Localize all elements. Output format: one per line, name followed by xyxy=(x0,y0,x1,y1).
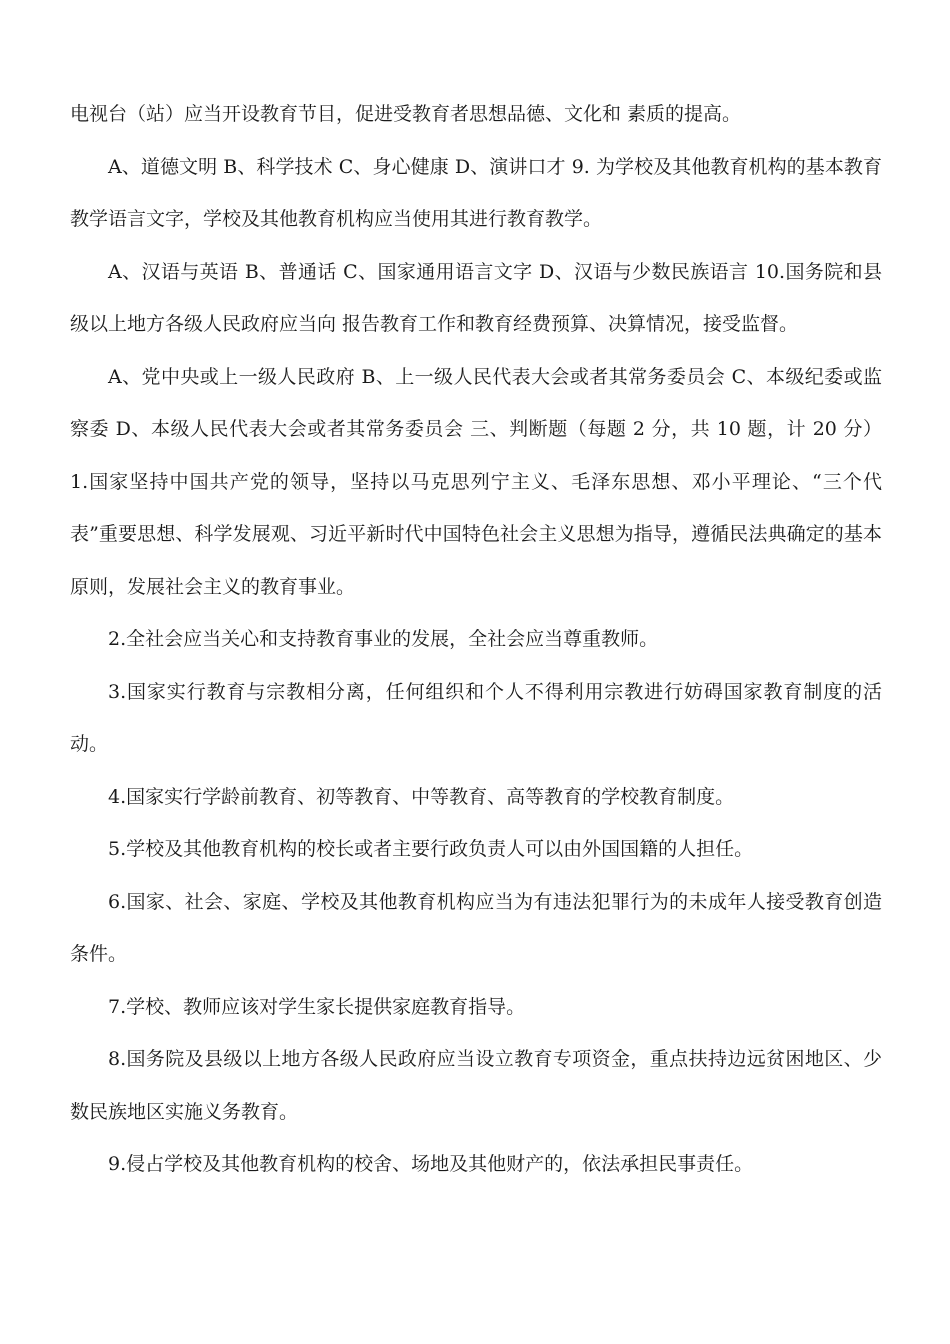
document-page xyxy=(70,88,882,1191)
paragraph-judgement-3: 3.国家实行教育与宗教相分离，任何组织和个人不得利用宗教进行妨碍国家教育制度的活动。 xyxy=(70,680,882,755)
paragraph-q9-options-q10: A、汉语与英语 B、普通话 C、国家通用语言文字 D、汉语与少数民族语言 10.国务院和县级以上地方各级人民政府应当向 报告教育工作和教育经费预算、决算情况，接受监督。 xyxy=(70,260,882,335)
paragraph-judgement-6: 6.国家、社会、家庭、学校及其他教育机构应当为有违法犯罪行为的未成年人接受教育创造条件。 xyxy=(70,890,882,965)
paragraph-judgement-7: 7.学校、教师应该对学生家长提供家庭教育指导。 xyxy=(108,995,526,1018)
paragraph-q8-options-q9: A、道德文明 B、科学技术 C、身心健康 D、演讲口才 9. 为学校及其他教育机构的基本教育教学语言文字，学校及其他教育机构应当使用其进行教育教学。 xyxy=(70,155,882,230)
paragraph-judgement-8: 8.国务院及县级以上地方各级人民政府应当设立教育专项资金，重点扶持边远贫困地区、少数民族地区实施义务教育。 xyxy=(70,1048,882,1123)
paragraph-judgement-5: 5.学校及其他教育机构的校长或者主要行政负责人可以由外国国籍的人担任。 xyxy=(108,838,754,860)
paragraph-judgement-2: 2.全社会应当关心和支持教育事业的发展，全社会应当尊重教师。 xyxy=(108,628,659,650)
paragraph-broadcast-question: 电视台（站）应当开设教育节目，促进受教育者思想品德、文化和 素质的提高。 xyxy=(70,103,742,125)
paragraph-judgement-4: 4.国家实行学龄前教育、初等教育、中等教育、高等教育的学校教育制度。 xyxy=(108,785,735,808)
paragraph-q10-options-judgement-1: A、党中央或上一级人民政府 B、上一级人民代表大会或者其常务委员会 C、本级纪委或监察委 D、本级人民代表大会或者其常务委员会 三、判断题（每题 2 分，共 10 题，计 20 分） 1.国家坚持中国共产党的领导，坚持以马克思列宁主义、毛泽东思想、邓小平理论、“三个代表”重要思想、科学发展观、习近平新时代中国特色社会主义思想为指导，遵循民法典确定的基本原则，发展社会主义的教育事业。 xyxy=(70,365,882,598)
paragraph-judgement-9: 9.侵占学校及其他教育机构的校舍、场地及其他财产的，依法承担民事责任。 xyxy=(108,1153,754,1175)
